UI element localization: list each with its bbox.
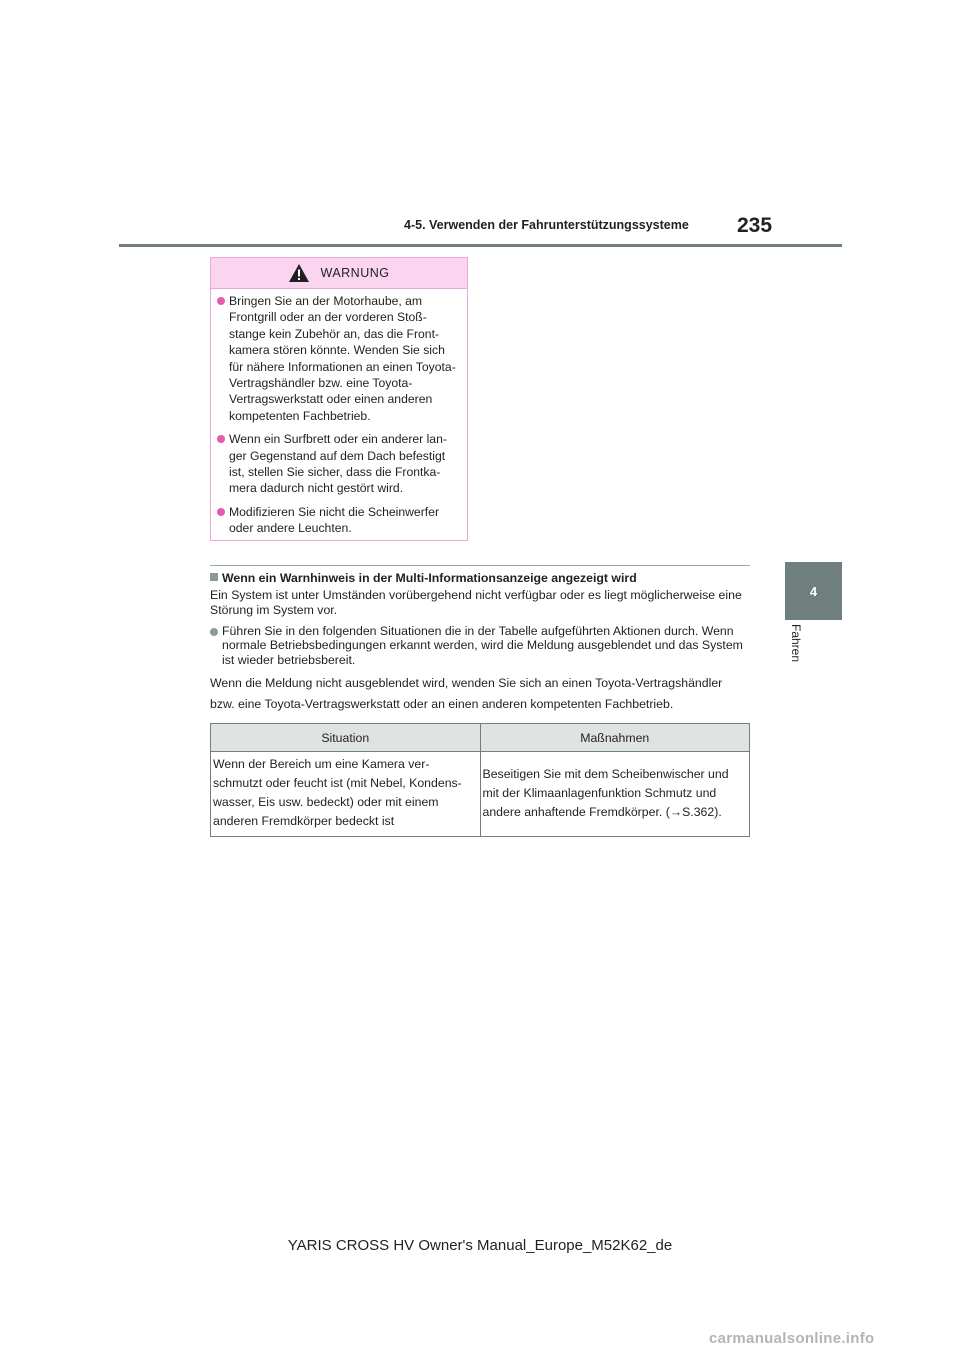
table-cell-measures: Beseitigen Sie mit dem Scheibenwischer und mit der Klimaanlagenfunktion Schmutz und andere anhaftende Fremdkörper. (→S.362). — [480, 752, 750, 837]
section-title: 4-5. Verwenden der Fahrunterstützungssysteme — [404, 218, 689, 232]
section-heading-text: Wenn ein Warnhinweis in der Multi-Informationsanzeige angezeigt wird — [222, 571, 637, 585]
chapter-label: Fahren — [789, 624, 803, 663]
bullet-icon — [217, 508, 225, 516]
intro-paragraph: Ein System ist unter Umständen vorübergehend nicht verfügbar oder es liegt möglicherweise eine Störung im System vor. — [210, 588, 742, 617]
warning-item — [217, 504, 459, 537]
warning-header — [211, 258, 467, 289]
warning-box — [210, 257, 468, 541]
section-heading — [210, 570, 750, 586]
warning-title: WARNUNG — [320, 266, 390, 280]
list-item — [210, 624, 750, 668]
warning-item-text: Modifizieren Sie nicht die Scheinwerfer oder andere Leuchten. — [229, 504, 439, 536]
warning-item-text: Wenn ein Surfbrett oder ein anderer lan-ger Gegenstand auf dem Dach befestigt ist, stellen Sie sicher, dass die Frontka-mera dadurch nicht gestört wird. — [229, 432, 447, 496]
section-divider — [210, 565, 750, 566]
header-rule — [119, 244, 842, 247]
warning-item — [217, 293, 459, 424]
warning-item — [217, 431, 459, 497]
actions-table — [210, 723, 750, 837]
column-header-situation: Situation — [211, 724, 481, 752]
warning-triangle-icon — [288, 263, 310, 283]
column-header-measures: Maßnahmen — [480, 724, 750, 752]
list-item-text: Führen Sie in den folgenden Situationen die in der Tabelle aufgeführten Aktionen durch. Wenn normale Betriebsbedingungen erkannt werden, wird die Meldung ausgeblendet und das System ist wieder betriebsbereit. — [222, 623, 743, 668]
table-cell-situation: Wenn der Bereich um eine Kamera ver-schmutzt oder feucht ist (mit Nebel, Kondens-wasser, Eis usw. bedeckt) oder mit einem anderen Fremdkörper bedeckt ist — [211, 752, 481, 837]
bullet-icon — [217, 435, 225, 443]
bullet-icon — [210, 628, 218, 636]
warning-list — [211, 289, 467, 537]
note-paragraph: Wenn die Meldung nicht ausgeblendet wird, wenden Sie sich an einen Toyota-Vertragshändler bzw. eine Toyota-Vertragswerkstatt oder an einen anderen kompetenten Fachbetrieb. — [210, 675, 723, 711]
footer-text: YARIS CROSS HV Owner's Manual_Europe_M52K62_de — [287, 1237, 673, 1254]
bullet-icon — [217, 297, 225, 305]
warning-item-text: Bringen Sie an der Motorhaube, am Frontgrill oder an der vorderen Stoß-stange kein Zubehör an, das die Front-kamera stören könnte. Wenden Sie sich für nähere Informationen an einen Toyota-Vertragshändler bzw. eine Toyota-Vertragswerkstatt oder einen anderen kompetenten Fachbetrieb. — [229, 294, 456, 423]
chapter-number: 4 — [809, 583, 818, 599]
table-header-row — [211, 724, 750, 752]
section-content — [210, 570, 750, 715]
square-bullet-icon — [210, 573, 218, 581]
watermark[interactable]: carmanualsonline.info — [709, 1330, 875, 1347]
page-number: 235 — [737, 214, 773, 237]
chapter-tab[interactable] — [785, 562, 842, 620]
table-row — [211, 752, 750, 837]
